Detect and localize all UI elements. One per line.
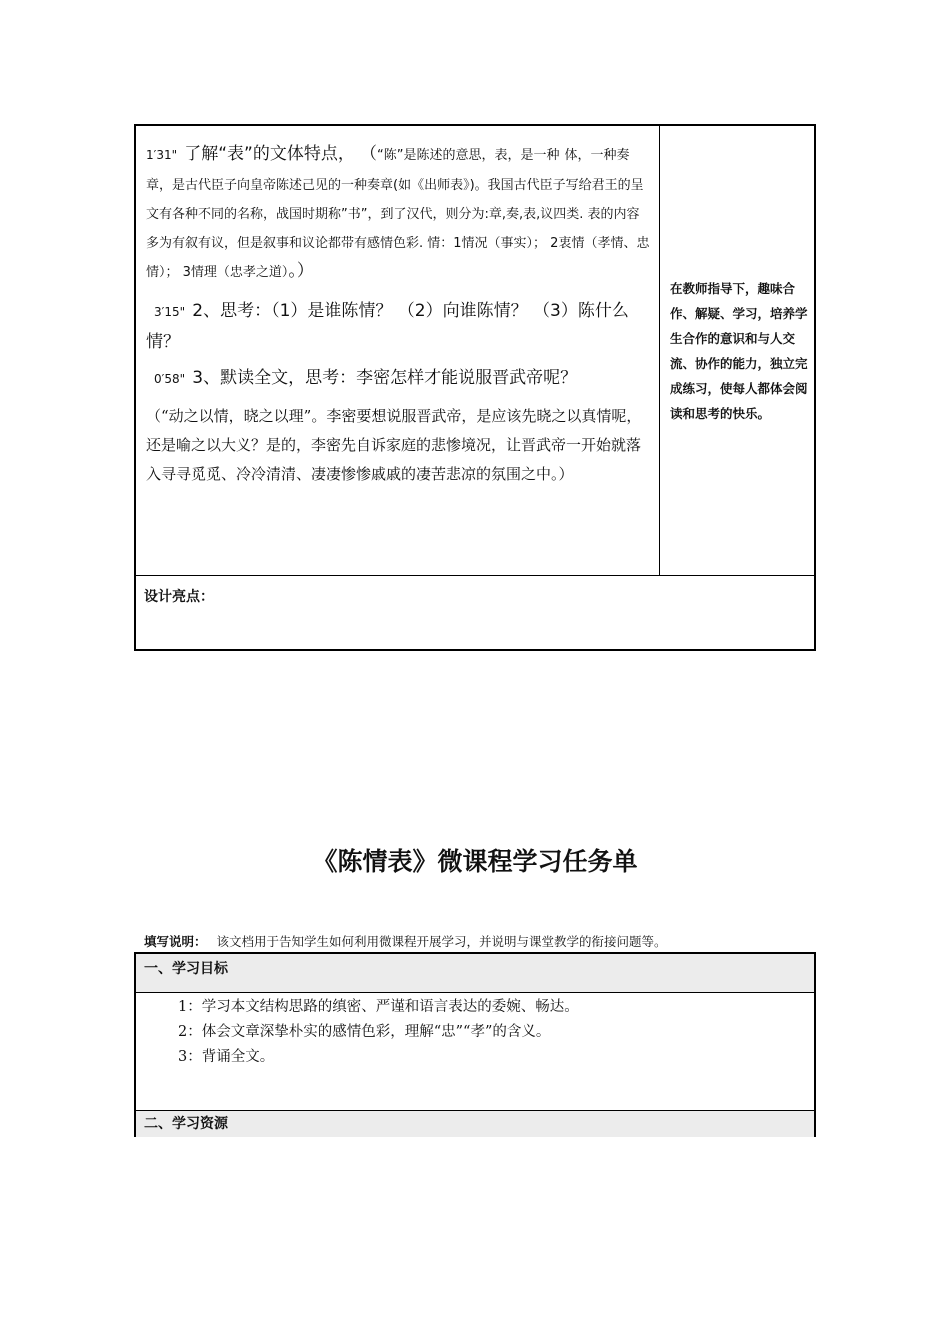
instruction-text: 该文档用于告知学生如何利用微课程开展学习，并说明与课堂教学的衔接问题等。 <box>216 934 667 949</box>
item2-text: 2、思考：（1）是谁陈情？ （2）向谁陈情？ （3）陈什么情？ <box>146 301 629 352</box>
side-note-cell <box>660 126 814 575</box>
design-highlight-label: 设计亮点： <box>144 589 214 605</box>
item1-time: 1′31" <box>146 148 178 162</box>
design-highlight-row <box>136 575 814 649</box>
item3-text: 3、默读全文，思考：李密怎样才能说服晋武帝呢？ <box>192 368 578 388</box>
item1-paragraph <box>146 140 651 286</box>
instruction-label: 填写说明： <box>144 934 207 949</box>
goal-item: 2：体会文章深挚朴实的感情色彩，理解“忠”“孝”的含义。 <box>178 1024 551 1040</box>
goal-item: 1：学习本文结构思路的缜密、严谨和语言表达的委婉、畅达。 <box>178 999 579 1015</box>
section1-body <box>136 992 814 1111</box>
item1-open-paren: （ <box>359 144 377 164</box>
item2-paragraph <box>146 296 651 357</box>
item1-body: 体，一种奏章，是古代臣子向皇帝陈述己见的一种奏章(如《出师表》)。我国古代臣子写给君王的呈文有各种不同的名称，战国时期称”书”，到了汉代，则分为:章,奏,表,议四类. 表的内容多为有叙有议，但是叙事和议论都带有感情色彩. 情：1情况（事实）； 2衷情（孝情、忠情）； 3情理（忠孝之道） <box>146 148 650 280</box>
item1-close: 。） <box>288 261 314 281</box>
worksheet-title: 《陈情表》微课程学习任务单 <box>312 847 638 876</box>
lesson-table <box>134 124 816 651</box>
side-note-text: 在教师指导下，趣味合作、解疑、学习，培养学生合作的意识和与人交流、协作的能力，独立完成练习，使每人都体会阅读和思考的快乐。 <box>670 280 808 421</box>
fill-instruction <box>144 932 667 950</box>
section2-heading: 二、学习资源 <box>136 1111 814 1137</box>
item1-title: 了解“表”的文体特点， <box>184 144 355 164</box>
item1-lead: “陈”是陈述的意思，表，是一种 <box>376 148 560 163</box>
lesson-content-cell <box>136 126 660 575</box>
goal-item: 3：背诵全文。 <box>178 1049 275 1065</box>
answer-paragraph: （“动之以情，晓之以理”。李密要想说服晋武帝，是应该先晓之以真情呢，还是喻之以大义？是的，李密先自诉家庭的悲惨境况，让晋武帝一开始就落入寻寻觅觅、冷冷清清、凄凄惨惨戚戚的凄苦悲凉的氛围之中。） <box>146 407 642 483</box>
item2-time: 3′15" <box>154 305 186 319</box>
item3-time: 0′58" <box>154 372 186 386</box>
item3-paragraph <box>146 363 651 394</box>
worksheet-table <box>134 952 816 1137</box>
section1-heading: 一、学习目标 <box>136 954 814 992</box>
